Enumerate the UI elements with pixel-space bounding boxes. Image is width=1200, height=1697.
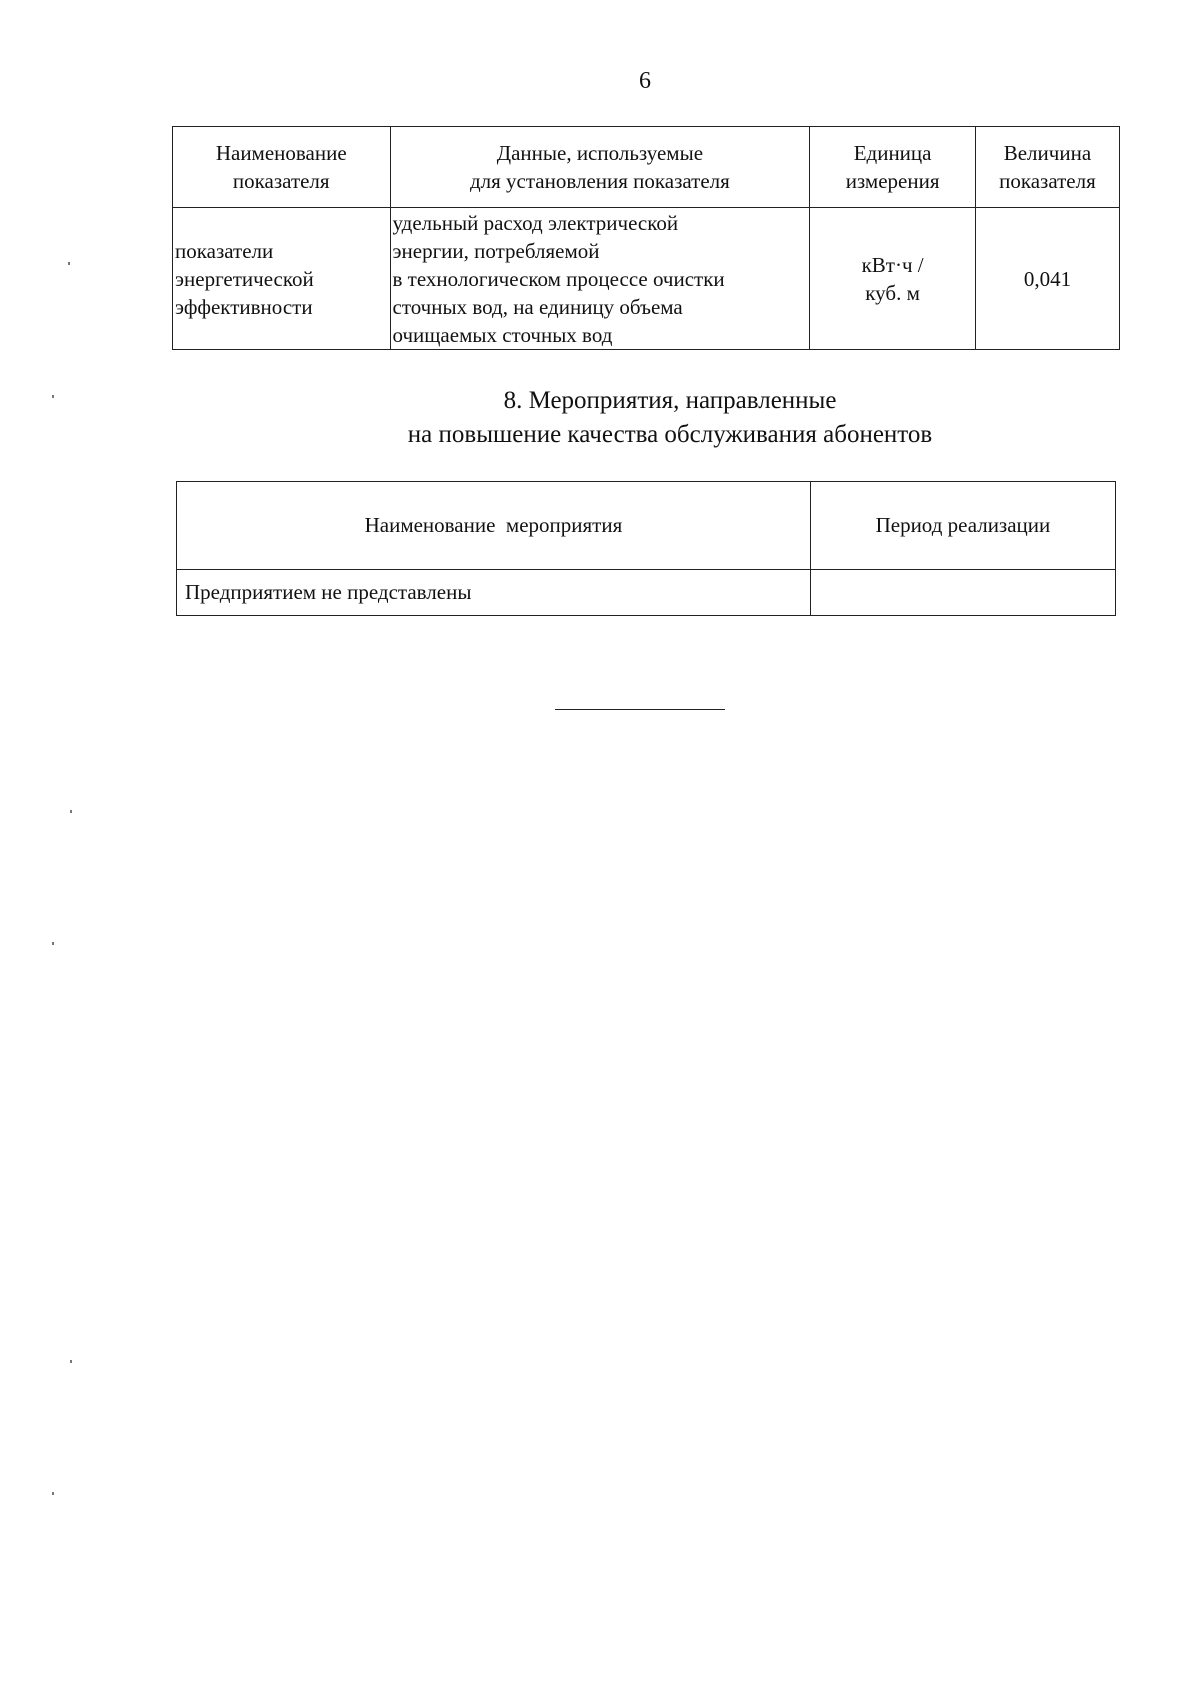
indicator-unit-cell: кВт·ч / куб. м xyxy=(810,208,976,350)
measure-name-cell: Предприятием не представлены xyxy=(177,570,811,616)
measures-table xyxy=(176,481,1116,616)
page-number: 6 xyxy=(639,68,651,94)
section-heading-line2: на повышение качества обслуживания абонентов xyxy=(407,421,933,448)
measure-period-cell xyxy=(810,570,1115,616)
scan-speck xyxy=(52,1492,54,1495)
header-unit: Единица измерения xyxy=(810,127,976,208)
scan-speck xyxy=(52,395,54,398)
scan-speck xyxy=(52,942,54,945)
table-header-row xyxy=(177,482,1116,570)
header-period: Период реализации xyxy=(810,482,1115,570)
section-heading-line1: 8. Мероприятия, направленные xyxy=(503,387,837,414)
table-row xyxy=(173,208,1120,350)
section-heading xyxy=(350,384,990,452)
header-value: Величина показателя xyxy=(975,127,1119,208)
end-rule xyxy=(555,709,725,710)
scan-speck xyxy=(70,1360,72,1363)
header-data-used: Данные, используемые для установления показателя xyxy=(390,127,810,208)
header-measure-name: Наименование мероприятия xyxy=(177,482,811,570)
header-indicator-name: Наименование показателя xyxy=(173,127,391,208)
table-row xyxy=(177,570,1116,616)
scan-speck xyxy=(68,262,70,265)
table-header-row xyxy=(173,127,1120,208)
indicators-table xyxy=(172,126,1120,350)
scan-speck xyxy=(70,810,72,813)
indicator-data-cell: удельный расход электрической энергии, потребляемой в технологическом процессе очистки сточных вод, на единицу объема очищаемых сточных вод xyxy=(390,208,810,350)
indicator-value-cell: 0,041 xyxy=(975,208,1119,350)
indicator-name-cell: показатели энергетической эффективности xyxy=(173,208,391,350)
